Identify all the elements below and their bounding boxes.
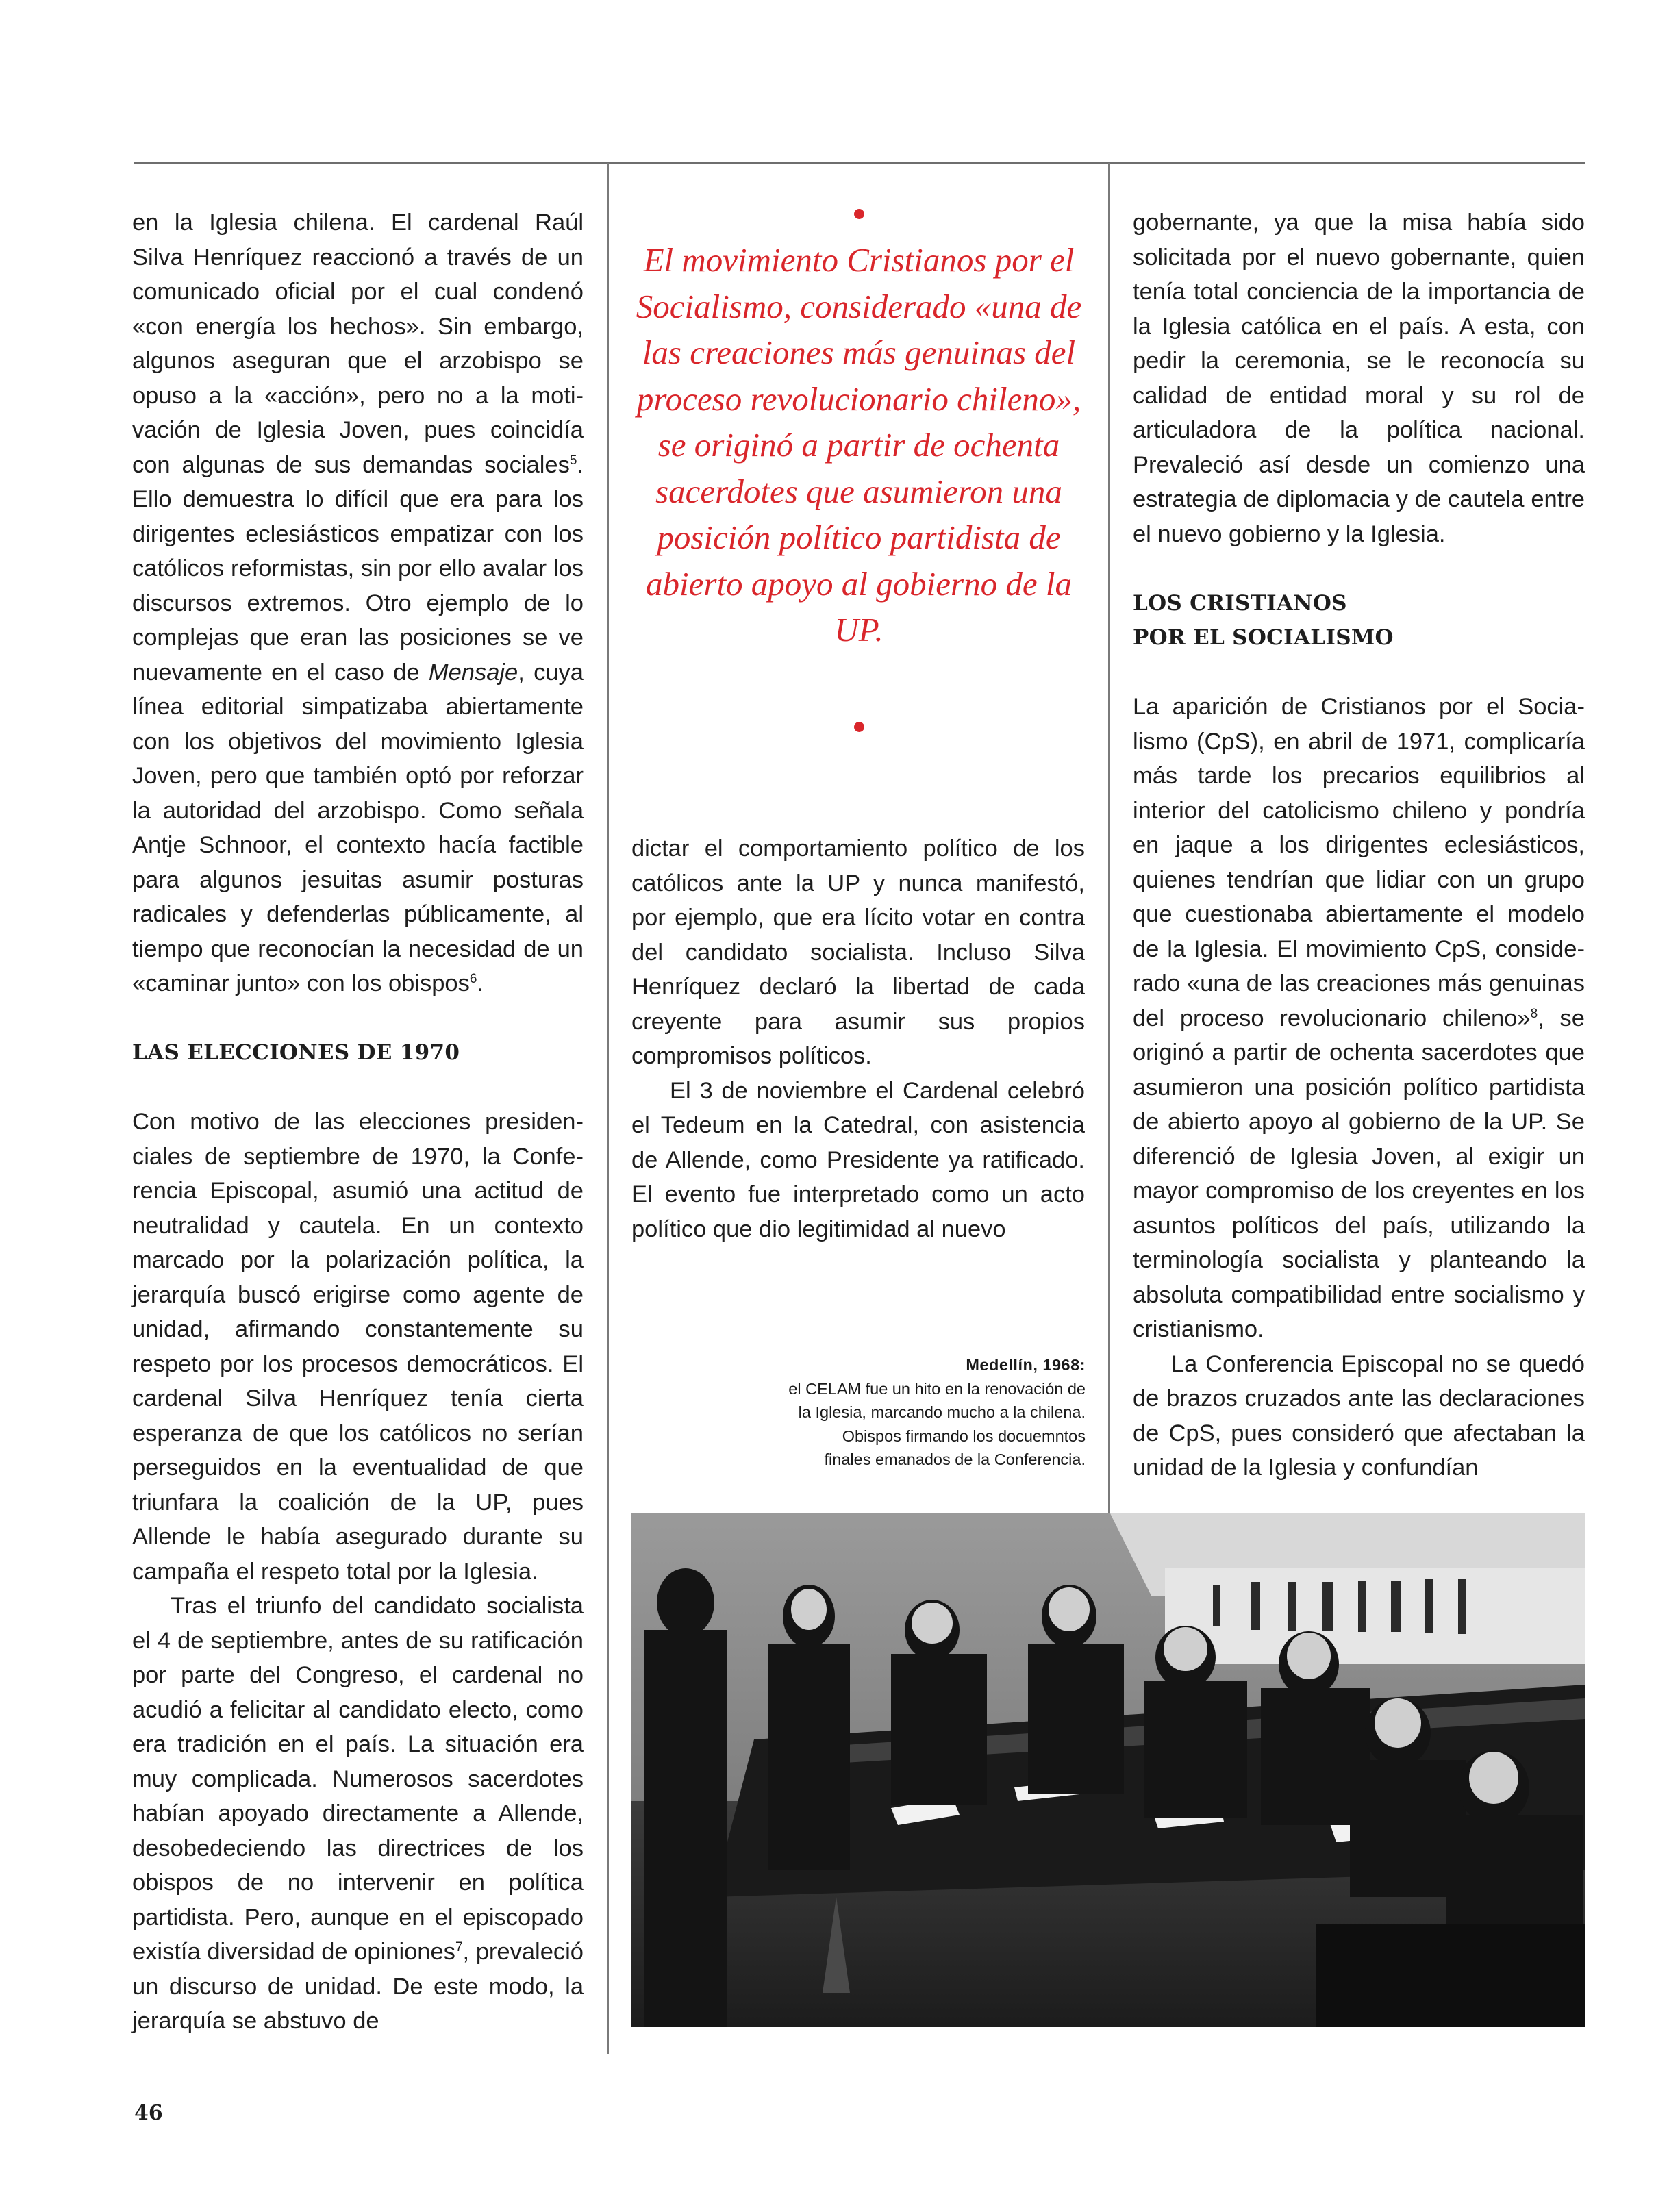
caption-line: el CELAM fue un hito en la renovación de <box>788 1379 1086 1398</box>
caption-title: Medellín, 1968: <box>966 1356 1086 1374</box>
pullquote-dot-bottom <box>854 722 864 732</box>
column-2-paragraph-1: dictar el comportamiento político de los católicos ante la UP y nunca manifestó, por ejemplo, que era lícito votar en contra del candidato socialista. Incluso Silva Henríquez declaró la libertad de cada creyente para asumir sus propios compromisos políticos. <box>631 835 1085 1069</box>
pullquote-dot-top <box>854 209 864 219</box>
photo-illustration <box>631 1513 1585 2027</box>
column-1 <box>132 205 584 2039</box>
text-run: , cuya línea editorial simpatizaba abiertamente con los objetivos del movimiento Iglesia Joven, pero que también optó por reforzar la autoridad del arzobispo. Como señala Antje Schnoor, el contexto hacía factible para algunos jesuitas asumir posturas radicales y defenderlas públicamente, al tiempo que reconocían la necesidad de un «caminar junto» con los obispos <box>132 659 584 996</box>
caption-line: finales emanados de la Conferencia. <box>824 1450 1086 1468</box>
column-divider-left <box>607 163 609 2054</box>
caption-line: la Iglesia, marcando mucho a la chilena. <box>798 1403 1086 1421</box>
column-3 <box>1133 205 1585 1485</box>
column-3-paragraph-3: La Conferencia Episcopal no se quedó de brazos cruzados ante las declaraciones de CpS, pues consideró que afectaban la unidad de la Iglesia y confundían <box>1133 1350 1585 1481</box>
text-run: en la Iglesia chilena. El cardenal Raúl Silva Henríquez reaccionó a través de un comunicado oficial por el cual condenó «con energía los hechos». Sin embargo, algunos aseguran que el arzobispo se opuso a la «acción», pero no a la motivación de Iglesia Joven, pues coincidía con algunas de sus demandas sociales <box>132 210 584 478</box>
heading-line: POR EL SOCIALISMO <box>1133 625 1394 650</box>
column-divider-right <box>1108 163 1110 1663</box>
footnote-ref: 7 <box>455 1940 463 1955</box>
text-run: , se originó a partir de ochenta sacerdotes que asumieron una posición político partidista de abierto apoyo al gobierno de la UP. Se diferenció de Iglesia Joven, al exigir un mayor compromiso de los creyentes en los asuntos políticos del país, utilizando la terminología socialista y planteando la absoluta compatibilidad entre socialismo y cristianismo. <box>1133 1005 1585 1342</box>
column-2-paragraph-2: El 3 de noviembre el Cardenal celebró el Tedeum en la Catedral, con asistencia de Allende, como Presidente ya ratificado. El evento fue interpretado como un acto político que dio legitimidad al nuevo <box>631 1077 1085 1242</box>
footnote-ref: 8 <box>1530 1006 1538 1021</box>
publication-title: Mensaje <box>428 659 518 686</box>
column-2 <box>631 831 1085 1246</box>
caption-line: Obispos firmando los docuemntos <box>842 1427 1086 1445</box>
page-number: 46 <box>134 2101 163 2125</box>
pullquote-text: El movimiento Cristianos por el Socialismo, considerado «una de las creaciones más genuinas del proceso revolucionario chileno», se originó a partir de ochenta sacerdotes que asumieron una posición político partidista de abierto apoyo al gobierno de la UP. <box>636 241 1082 649</box>
section-heading-elecciones: LAS ELECCIONES DE 1970 <box>132 1040 460 1065</box>
column-3-paragraph-1: gobernante, ya que la misa había sido solicitada por el nuevo gobernante, quien tenía total conciencia de la importancia de la Iglesia católica en el país. A esta, con pedir la ceremonia, se le reconocía su calidad de entidad moral y su rol de articuladora de la política nacional. Prevaleció así desde un comienzo una estrategia de diplomacia y de cautela entre el nuevo gobierno y la Iglesia. <box>1133 210 1585 547</box>
text-run: . <box>477 970 484 996</box>
column-1-paragraph-3 <box>132 1589 584 2039</box>
text-run: Tras el triunfo del candidato socialista el 4 de septiembre, antes de su ratificación por parte del Congreso, el cardenal no acudió a felicitar al candidato electo, como era tradición en el país. La situación era muy complicada. Numerosos sacerdotes habían apoyado directamente a Allende, desobedeciendo las directrices de los obispos de no intervenir en política partidista. Pero, aunque en el episcopado existía diversidad de opiniones <box>132 1593 584 1965</box>
column-1-paragraph-2: Con motivo de las elecciones presidenciales de septiembre de 1970, la Conferencia Episcopal, asumió una actitud de neutralidad y cautela. En un contexto marcado por la polarización política, la jerarquía buscó erigirse como agente de unidad, afirmando constantemente su respeto por los procesos democráticos. El cardenal Silva Henríquez tenía cierta esperanza de que los católicos no serían perseguidos en la eventualidad de que triunfara la coalición de la UP, pues Allende le había asegurado durante su campaña el respeto total por la Iglesia. <box>132 1109 584 1585</box>
heading-line: LOS CRISTIANOS <box>1133 590 1347 616</box>
photo-caption <box>657 1353 1086 1472</box>
photo-bishops-signing <box>631 1513 1585 2027</box>
text-run: La aparición de Cristianos por el Socialismo (CpS), en abril de 1971, complicaría más tarde los precarios equilibrios al interior del catolicismo chileno y pondría en jaque a los dirigentes eclesiásticos, quienes tendrían que lidiar con un grupo que cuestionaba abiertamente el modelo de la Iglesia. El movimiento CpS, considerado «una de las creaciones más genuinas del proceso revolucionario chileno» <box>1133 694 1585 1031</box>
column-1-paragraph-1 <box>132 205 584 1001</box>
top-rule <box>134 162 1585 164</box>
text-run: . Ello demuestra lo difícil que era para los dirigentes eclesiásticos empatizar con los católicos reformistas, sin por ello avalar los discursos extremos. Otro ejemplo de lo complejas que eran las posiciones se ve nuevamente en el caso de <box>132 451 584 686</box>
footnote-ref: 5 <box>569 453 577 468</box>
column-3-paragraph-2 <box>1133 690 1585 1347</box>
text-run: , prevaleció un discurso de unidad. De este modo, la jerarquía se abstuvo de <box>132 1939 584 2034</box>
footnote-ref: 6 <box>469 972 477 986</box>
section-heading-cristianos <box>1133 586 1585 655</box>
